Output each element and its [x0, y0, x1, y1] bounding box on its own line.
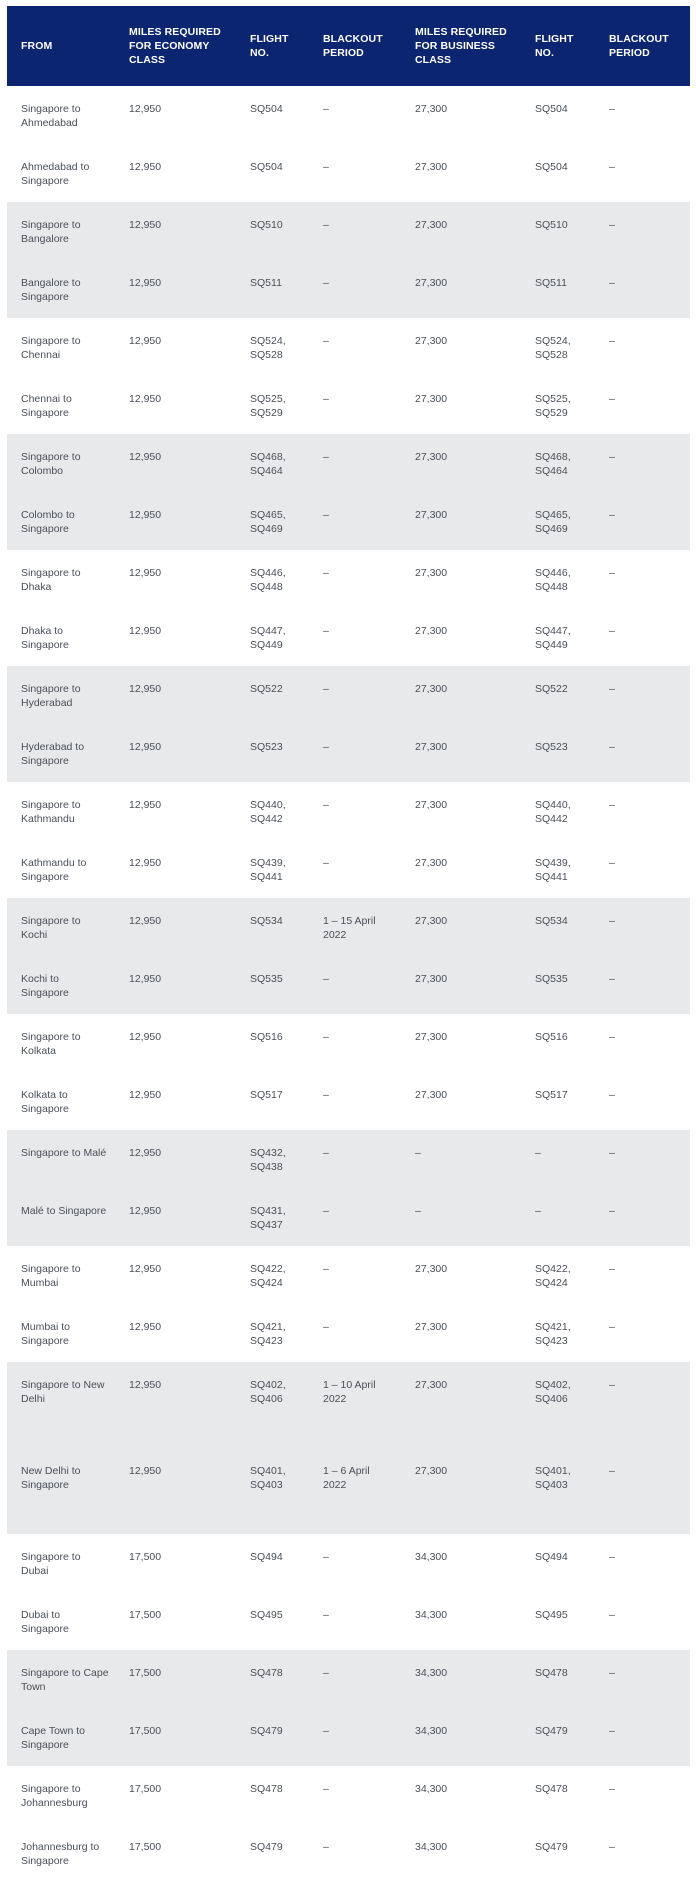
cell-economy-flight: SQ517	[250, 1089, 283, 1101]
cell-economy-blackout: –	[323, 393, 329, 405]
cell-economy-miles: 12,950	[129, 1465, 162, 1477]
table-row	[7, 550, 690, 608]
cell-economy-miles: 12,950	[129, 219, 162, 231]
table-row	[7, 1708, 690, 1766]
cell-business-blackout: –	[609, 509, 615, 521]
cell-economy-flight: SQ401, SQ403	[250, 1465, 286, 1491]
table-row	[7, 1448, 690, 1534]
cell-economy-flight: SQ421, SQ423	[250, 1321, 286, 1347]
cell-business-miles: 27,300	[415, 509, 448, 521]
cell-business-flight: SQ494	[535, 1551, 568, 1563]
cell-economy-miles: 12,950	[129, 1263, 162, 1275]
cell-from: Chennai to Singapore	[21, 393, 72, 419]
cell-economy-miles: 12,950	[129, 683, 162, 695]
cell-economy-miles: 17,500	[129, 1783, 162, 1795]
cell-business-miles: 27,300	[415, 1465, 448, 1477]
cell-from: Cape Town to Singapore	[21, 1725, 86, 1751]
table-row	[7, 434, 690, 492]
cell-from: Kolkata to Singapore	[21, 1089, 69, 1115]
table-row	[7, 724, 690, 782]
cell-economy-miles: 17,500	[129, 1725, 162, 1737]
cell-economy-miles: 12,950	[129, 1147, 162, 1159]
cell-economy-blackout: –	[323, 277, 329, 289]
table-row	[7, 666, 690, 724]
cell-from: Kochi to Singapore	[21, 973, 69, 999]
cell-economy-flight: SQ465, SQ469	[250, 509, 286, 535]
cell-from: Singapore to Malé	[21, 1147, 107, 1159]
cell-from: Singapore to Dubai	[21, 1551, 81, 1577]
cell-business-flight: SQ422, SQ424	[535, 1263, 571, 1289]
cell-business-blackout: –	[609, 451, 615, 463]
cell-business-blackout: –	[609, 973, 615, 985]
header-from: FROM	[21, 40, 53, 52]
cell-economy-miles: 12,950	[129, 857, 162, 869]
table-row	[7, 1650, 690, 1708]
cell-business-blackout: –	[609, 1321, 615, 1333]
cell-from: Singapore to Colombo	[21, 451, 81, 477]
cell-economy-flight: SQ402, SQ406	[250, 1379, 286, 1405]
cell-business-miles: 27,300	[415, 625, 448, 637]
cell-business-miles: 27,300	[415, 741, 448, 753]
cell-from: Singapore to Hyderabad	[21, 683, 81, 709]
cell-economy-miles: 12,950	[129, 625, 162, 637]
cell-business-flight: SQ479	[535, 1841, 568, 1853]
cell-economy-blackout: 1 – 6 April 2022	[323, 1465, 370, 1491]
cell-economy-flight: SQ494	[250, 1551, 283, 1563]
cell-economy-flight: SQ535	[250, 973, 283, 985]
cell-business-flight: SQ516	[535, 1031, 568, 1043]
cell-business-blackout: –	[609, 915, 615, 927]
cell-economy-miles: 12,950	[129, 509, 162, 521]
header-economy-miles: MILES REQUIRED FOR ECONOMY CLASS	[129, 26, 221, 66]
cell-economy-blackout: –	[323, 335, 329, 347]
header-economy-flight: FLIGHT NO.	[250, 33, 289, 59]
table-row	[7, 1246, 690, 1304]
cell-business-blackout: –	[609, 103, 615, 115]
cell-from: Bangalore to Singapore	[21, 277, 81, 303]
cell-economy-miles: 17,500	[129, 1841, 162, 1853]
cell-economy-flight: SQ522	[250, 683, 283, 695]
cell-economy-miles: 12,950	[129, 1379, 162, 1391]
cell-from: Hyderabad to Singapore	[21, 741, 85, 767]
cell-economy-miles: 12,950	[129, 161, 162, 173]
cell-from: Singapore to Kathmandu	[21, 799, 81, 825]
cell-economy-miles: 12,950	[129, 1321, 162, 1333]
table-row	[7, 86, 690, 144]
cell-economy-flight: SQ524, SQ528	[250, 335, 286, 361]
table-header	[7, 6, 690, 86]
cell-economy-miles: 12,950	[129, 973, 162, 985]
cell-economy-flight: SQ511	[250, 277, 282, 289]
cell-business-miles: 34,300	[415, 1551, 448, 1563]
cell-from: New Delhi to Singapore	[21, 1465, 81, 1491]
cell-economy-miles: 12,950	[129, 103, 162, 115]
cell-economy-blackout: –	[323, 219, 329, 231]
cell-business-blackout: –	[609, 393, 615, 405]
table-row	[7, 1766, 690, 1824]
cell-business-blackout: –	[609, 1609, 615, 1621]
cell-business-blackout: –	[609, 1147, 615, 1159]
cell-business-flight: SQ504	[535, 161, 568, 173]
header-row	[7, 6, 690, 86]
header-business-blackout: BLACKOUT PERIOD	[609, 33, 669, 59]
cell-business-miles: 27,300	[415, 915, 448, 927]
cell-economy-flight: SQ523	[250, 741, 283, 753]
cell-economy-blackout: –	[323, 625, 329, 637]
cell-business-miles: 34,300	[415, 1725, 448, 1737]
cell-business-miles: 27,300	[415, 1089, 448, 1101]
cell-business-flight: SQ524, SQ528	[535, 335, 571, 361]
cell-business-flight: SQ510	[535, 219, 568, 231]
cell-business-miles: 34,300	[415, 1609, 448, 1621]
table-row	[7, 1534, 690, 1592]
cell-economy-blackout: –	[323, 799, 329, 811]
cell-business-flight: SQ523	[535, 741, 568, 753]
cell-economy-blackout: –	[323, 509, 329, 521]
cell-business-blackout: –	[609, 625, 615, 637]
table-row	[7, 956, 690, 1014]
cell-business-flight: SQ511	[535, 277, 567, 289]
cell-business-blackout: –	[609, 1205, 615, 1217]
cell-business-miles: 27,300	[415, 103, 448, 115]
cell-from: Singapore to Kolkata	[21, 1031, 81, 1057]
cell-economy-miles: 12,950	[129, 1205, 162, 1217]
table-row	[7, 1188, 690, 1246]
cell-business-flight: SQ402, SQ406	[535, 1379, 571, 1405]
cell-business-flight: SQ401, SQ403	[535, 1465, 571, 1491]
cell-business-miles: 27,300	[415, 393, 448, 405]
cell-business-miles: 27,300	[415, 973, 448, 985]
cell-business-miles: 27,300	[415, 1031, 448, 1043]
cell-from: Singapore to Chennai	[21, 335, 81, 361]
cell-economy-flight: SQ504	[250, 103, 283, 115]
cell-economy-blackout: –	[323, 1089, 329, 1101]
cell-economy-blackout: –	[323, 1667, 329, 1679]
cell-business-blackout: –	[609, 219, 615, 231]
cell-business-flight: SQ447, SQ449	[535, 625, 571, 651]
table-row	[7, 898, 690, 956]
miles-table-container	[7, 6, 690, 1882]
miles-redemption-table	[7, 6, 690, 1882]
cell-from: Ahmedabad to Singapore	[21, 161, 90, 187]
cell-economy-miles: 17,500	[129, 1609, 162, 1621]
cell-from: Colombo to Singapore	[21, 509, 75, 535]
cell-economy-blackout: –	[323, 1551, 329, 1563]
cell-business-blackout: –	[609, 683, 615, 695]
cell-from: Dhaka to Singapore	[21, 625, 69, 651]
cell-economy-miles: 17,500	[129, 1667, 162, 1679]
cell-economy-miles: 12,950	[129, 915, 162, 927]
cell-business-blackout: –	[609, 567, 615, 579]
cell-business-flight: SQ468, SQ464	[535, 451, 571, 477]
cell-economy-blackout: –	[323, 1147, 329, 1159]
table-row	[7, 782, 690, 840]
cell-business-flight: SQ504	[535, 103, 568, 115]
cell-business-blackout: –	[609, 1089, 615, 1101]
cell-from: Singapore to Cape Town	[21, 1667, 109, 1693]
cell-economy-miles: 17,500	[129, 1551, 162, 1563]
table-row	[7, 1072, 690, 1130]
table-body	[7, 86, 690, 1882]
cell-economy-blackout: –	[323, 1321, 329, 1333]
cell-economy-blackout: 1 – 10 April 2022	[323, 1379, 376, 1405]
cell-economy-flight: SQ431, SQ437	[250, 1205, 286, 1231]
table-row	[7, 318, 690, 376]
table-row	[7, 202, 690, 260]
cell-business-blackout: –	[609, 857, 615, 869]
table-row	[7, 260, 690, 318]
cell-economy-blackout: –	[323, 1609, 329, 1621]
cell-business-miles: 27,300	[415, 451, 448, 463]
table-row	[7, 1130, 690, 1188]
cell-business-miles: 34,300	[415, 1667, 448, 1679]
cell-economy-miles: 12,950	[129, 451, 162, 463]
table-row	[7, 1014, 690, 1072]
cell-business-miles: –	[415, 1147, 421, 1159]
cell-economy-miles: 12,950	[129, 277, 162, 289]
cell-economy-flight: SQ534	[250, 915, 283, 927]
cell-business-blackout: –	[609, 1725, 615, 1737]
cell-economy-blackout: –	[323, 103, 329, 115]
cell-economy-flight: SQ447, SQ449	[250, 625, 286, 651]
cell-business-miles: 27,300	[415, 1263, 448, 1275]
cell-economy-blackout: –	[323, 161, 329, 173]
cell-business-flight: SQ534	[535, 915, 568, 927]
cell-business-flight: SQ517	[535, 1089, 568, 1101]
cell-business-flight: SQ446, SQ448	[535, 567, 571, 593]
cell-economy-miles: 12,950	[129, 799, 162, 811]
cell-economy-miles: 12,950	[129, 335, 162, 347]
cell-economy-flight: SQ468, SQ464	[250, 451, 286, 477]
cell-from: Kathmandu to Singapore	[21, 857, 87, 883]
cell-economy-blackout: –	[323, 973, 329, 985]
cell-business-flight: –	[535, 1147, 541, 1159]
cell-business-blackout: –	[609, 1263, 615, 1275]
cell-from: Johannesburg to Singapore	[21, 1841, 100, 1867]
cell-business-flight: –	[535, 1205, 541, 1217]
table-row	[7, 1304, 690, 1362]
cell-business-miles: 27,300	[415, 1321, 448, 1333]
cell-economy-blackout: –	[323, 1783, 329, 1795]
cell-economy-blackout: –	[323, 683, 329, 695]
table-row	[7, 1362, 690, 1448]
cell-economy-blackout: –	[323, 741, 329, 753]
cell-from: Singapore to Ahmedabad	[21, 103, 81, 129]
cell-economy-flight: SQ439, SQ441	[250, 857, 286, 883]
cell-business-blackout: –	[609, 161, 615, 173]
cell-economy-flight: SQ479	[250, 1841, 283, 1853]
cell-business-flight: SQ440, SQ442	[535, 799, 571, 825]
cell-economy-blackout: –	[323, 451, 329, 463]
cell-business-blackout: –	[609, 1667, 615, 1679]
cell-economy-blackout: –	[323, 1263, 329, 1275]
cell-economy-miles: 12,950	[129, 393, 162, 405]
cell-business-flight: SQ495	[535, 1609, 568, 1621]
cell-business-flight: SQ479	[535, 1725, 568, 1737]
cell-business-miles: 27,300	[415, 219, 448, 231]
cell-economy-miles: 12,950	[129, 1089, 162, 1101]
cell-business-miles: 34,300	[415, 1783, 448, 1795]
cell-business-miles: 34,300	[415, 1841, 448, 1853]
cell-from: Malé to Singapore	[21, 1205, 107, 1217]
cell-business-miles: 27,300	[415, 683, 448, 695]
cell-business-flight: SQ478	[535, 1667, 568, 1679]
cell-business-flight: SQ465, SQ469	[535, 509, 571, 535]
cell-business-blackout: –	[609, 1841, 615, 1853]
cell-economy-miles: 12,950	[129, 1031, 162, 1043]
cell-business-flight: SQ525, SQ529	[535, 393, 571, 419]
cell-economy-flight: SQ422, SQ424	[250, 1263, 286, 1289]
cell-business-blackout: –	[609, 799, 615, 811]
cell-from: Singapore to Bangalore	[21, 219, 81, 245]
header-economy-blackout: BLACKOUT PERIOD	[323, 33, 383, 59]
cell-economy-flight: SQ432, SQ438	[250, 1147, 286, 1173]
cell-from: Dubai to Singapore	[21, 1609, 69, 1635]
table-row	[7, 376, 690, 434]
cell-business-flight: SQ522	[535, 683, 568, 695]
cell-business-flight: SQ535	[535, 973, 568, 985]
cell-economy-flight: SQ479	[250, 1725, 283, 1737]
header-business-flight: FLIGHT NO.	[535, 33, 574, 59]
cell-from: Singapore to Kochi	[21, 915, 81, 941]
cell-economy-flight: SQ478	[250, 1783, 283, 1795]
cell-business-miles: 27,300	[415, 857, 448, 869]
table-row	[7, 840, 690, 898]
cell-business-miles: 27,300	[415, 161, 448, 173]
cell-economy-miles: 12,950	[129, 741, 162, 753]
table-row	[7, 1592, 690, 1650]
cell-economy-miles: 12,950	[129, 567, 162, 579]
cell-business-blackout: –	[609, 1379, 615, 1391]
cell-business-blackout: –	[609, 1783, 615, 1795]
cell-economy-flight: SQ516	[250, 1031, 283, 1043]
cell-business-miles: 27,300	[415, 1379, 448, 1391]
cell-business-flight: SQ478	[535, 1783, 568, 1795]
cell-business-blackout: –	[609, 1551, 615, 1563]
cell-economy-blackout: 1 – 15 April 2022	[323, 915, 376, 941]
cell-economy-blackout: –	[323, 567, 329, 579]
cell-business-miles: 27,300	[415, 335, 448, 347]
cell-business-blackout: –	[609, 277, 615, 289]
cell-business-flight: SQ439, SQ441	[535, 857, 571, 883]
cell-business-miles: 27,300	[415, 567, 448, 579]
cell-economy-blackout: –	[323, 1205, 329, 1217]
table-row	[7, 1824, 690, 1882]
cell-economy-blackout: –	[323, 1725, 329, 1737]
cell-economy-flight: SQ495	[250, 1609, 283, 1621]
cell-economy-blackout: –	[323, 1031, 329, 1043]
cell-economy-flight: SQ446, SQ448	[250, 567, 286, 593]
cell-from: Singapore to Dhaka	[21, 567, 81, 593]
cell-economy-blackout: –	[323, 857, 329, 869]
cell-from: Singapore to Johannesburg	[21, 1783, 88, 1809]
cell-economy-flight: SQ504	[250, 161, 283, 173]
cell-economy-flight: SQ510	[250, 219, 283, 231]
cell-from: Mumbai to Singapore	[21, 1321, 71, 1347]
cell-business-blackout: –	[609, 335, 615, 347]
cell-business-miles: 27,300	[415, 277, 448, 289]
cell-economy-flight: SQ525, SQ529	[250, 393, 286, 419]
cell-economy-flight: SQ440, SQ442	[250, 799, 286, 825]
table-row	[7, 608, 690, 666]
cell-business-blackout: –	[609, 741, 615, 753]
cell-from: Singapore to Mumbai	[21, 1263, 81, 1289]
cell-business-blackout: –	[609, 1465, 615, 1477]
table-row	[7, 492, 690, 550]
cell-economy-blackout: –	[323, 1841, 329, 1853]
cell-business-miles: –	[415, 1205, 421, 1217]
table-row	[7, 144, 690, 202]
cell-economy-flight: SQ478	[250, 1667, 283, 1679]
cell-business-miles: 27,300	[415, 799, 448, 811]
cell-from: Singapore to New Delhi	[21, 1379, 105, 1405]
header-business-miles: MILES REQUIRED FOR BUSINESS CLASS	[415, 26, 507, 66]
cell-business-blackout: –	[609, 1031, 615, 1043]
cell-business-flight: SQ421, SQ423	[535, 1321, 571, 1347]
